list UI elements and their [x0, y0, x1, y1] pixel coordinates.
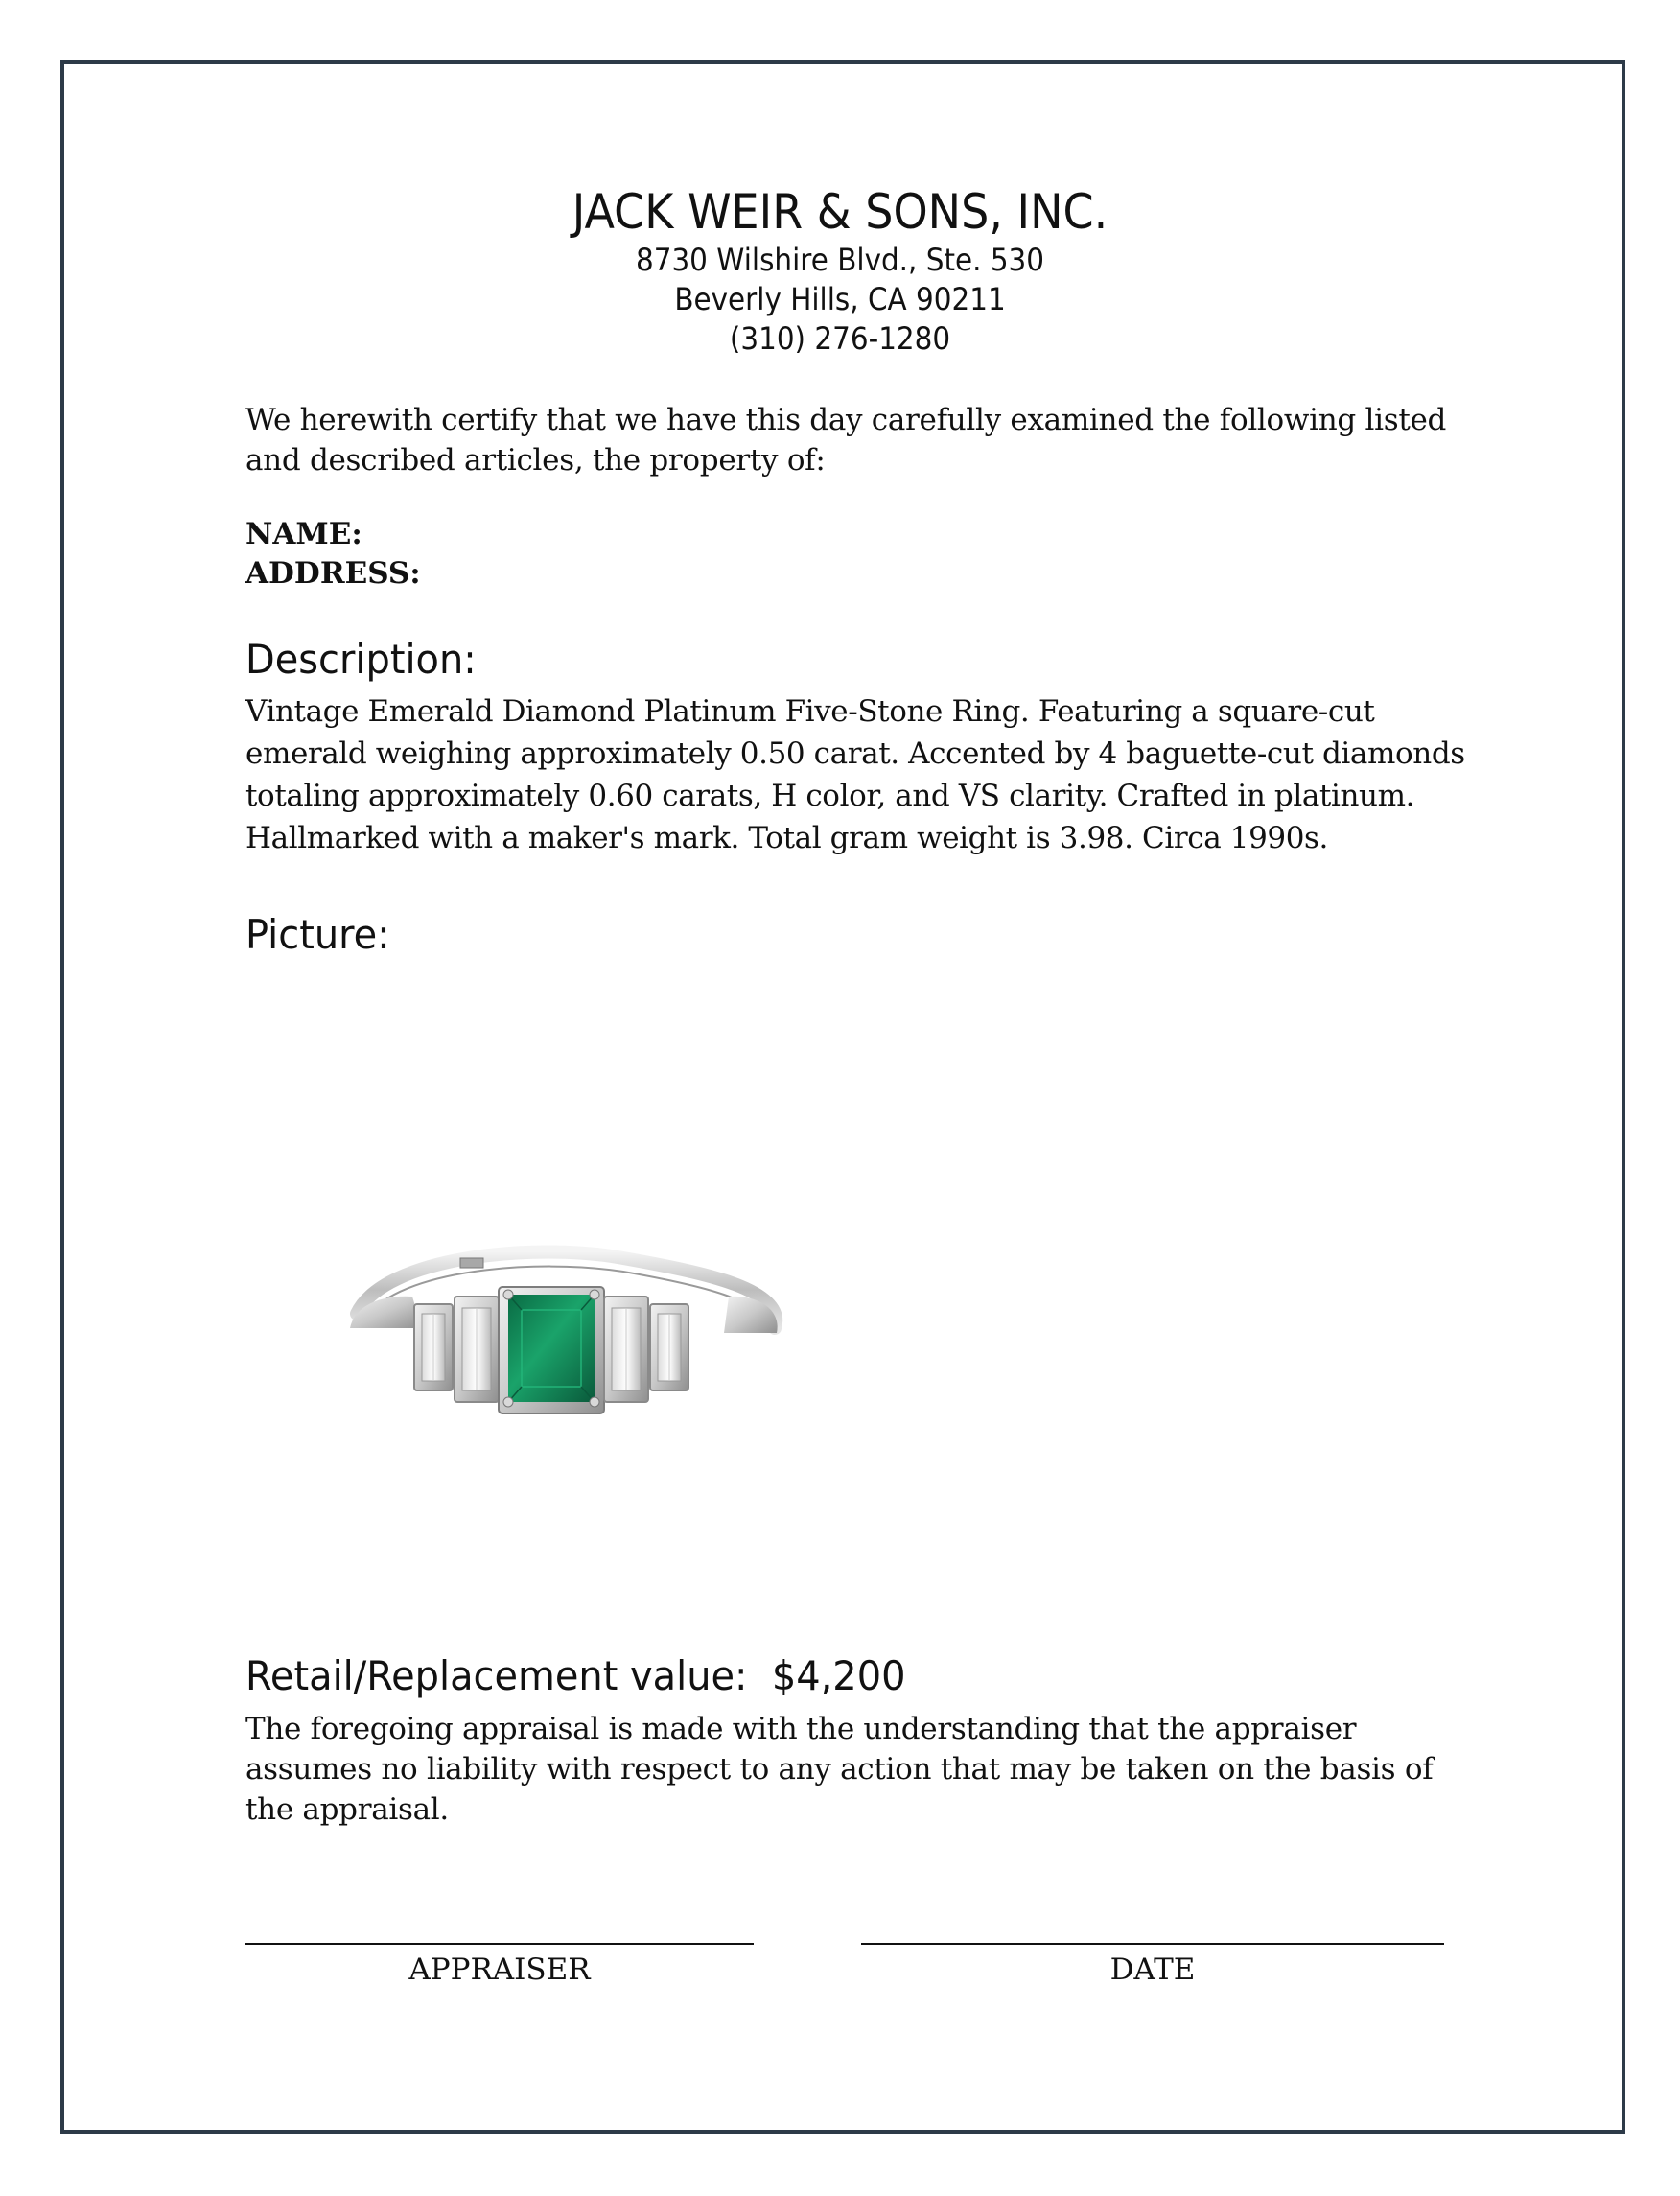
company-name: JACK WEIR & SONS, INC.	[572, 184, 1108, 240]
company-address-line1: 8730 Wilshire Blvd., Ste. 530	[635, 242, 1045, 278]
company-phone: (310) 276-1280	[729, 320, 951, 357]
name-label: NAME:	[245, 517, 362, 551]
retail-value	[245, 1652, 905, 1699]
date-label: DATE	[1109, 1952, 1196, 1987]
ring-photo	[345, 1237, 796, 1486]
appraiser-label: APPRAISER	[408, 1952, 591, 1987]
appraiser-signature-line	[245, 1943, 754, 1945]
retail-value-amount: $4,200	[771, 1652, 906, 1699]
address-label: ADDRESS:	[245, 556, 421, 591]
description-body: Vintage Emerald Diamond Platinum Five-Stone Ring. Featuring a square-cut emerald weighing approximately 0.50 carat. Accented by 4 baguette-cut diamonds totaling approximately 0.60 carats, H color, and VS clarity. Crafted in platinum. Hallmarked with a maker's mark. Total gram weight is 3.98. Circa 1990s.	[245, 694, 1465, 855]
company-address-line2: Beverly Hills, CA 90211	[674, 281, 1006, 317]
appraisal-disclaimer: The foregoing appraisal is made with the understanding that the appraiser assumes no liability with respect to any action that may be taken on the basis of the appraisal.	[245, 1712, 1434, 1827]
retail-value-label: Retail/Replacement value:	[245, 1652, 748, 1699]
date-signature-line	[861, 1943, 1444, 1945]
description-heading: Description:	[245, 636, 477, 683]
certification-intro: We herewith certify that we have this day carefully examined the following listed and described articles, the property of:	[245, 403, 1447, 478]
picture-heading: Picture:	[245, 911, 390, 958]
